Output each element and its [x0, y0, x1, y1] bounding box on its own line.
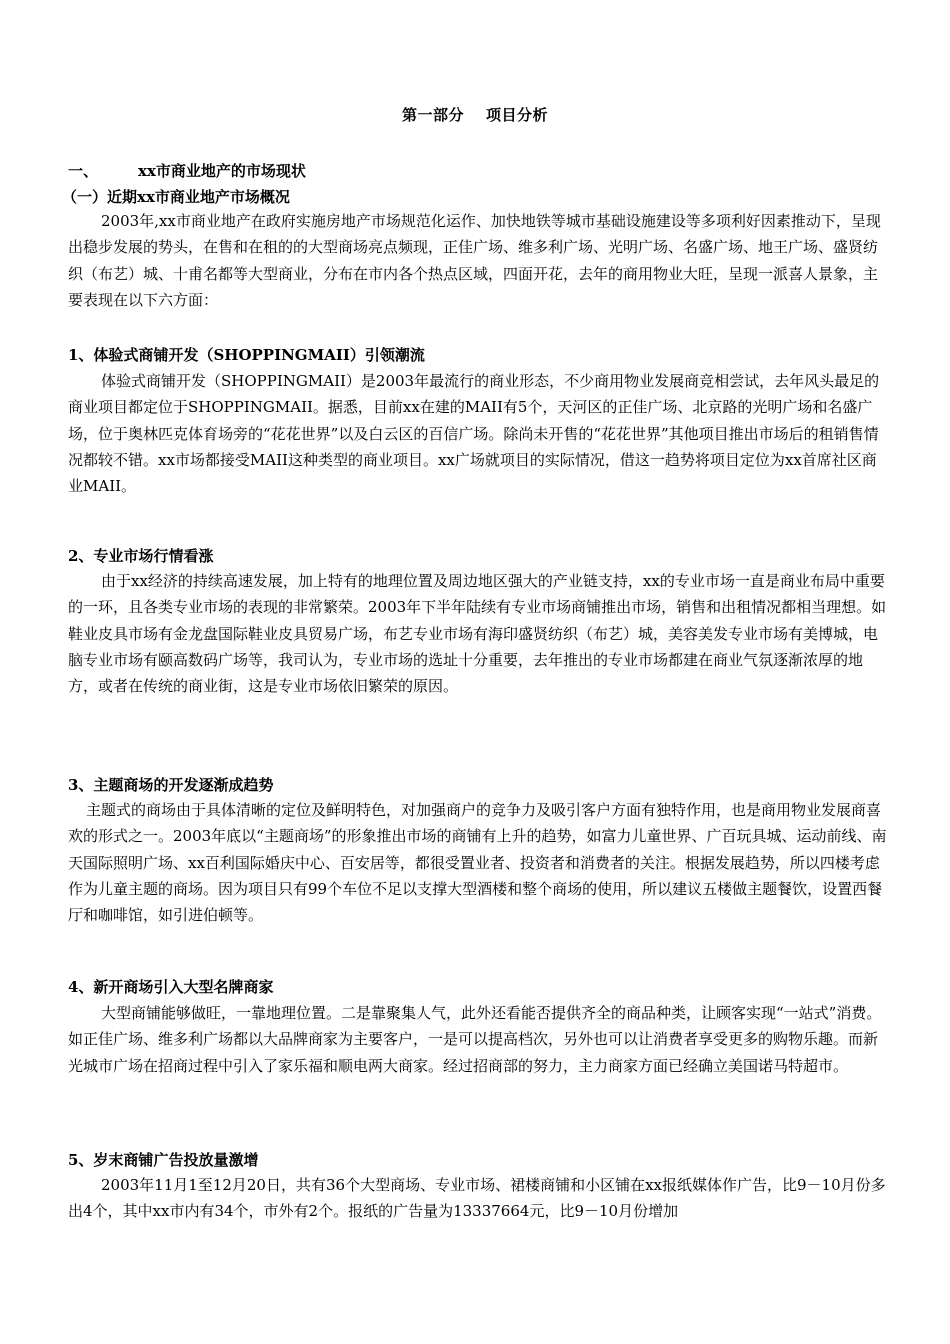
point-heading-5: 5、岁末商铺广告投放量激增: [68, 1151, 259, 1169]
point-heading-4: 4、新开商场引入大型名牌商家: [68, 978, 274, 996]
section-number: 一、: [68, 162, 99, 180]
point-paragraph-4: 大型商铺能够做旺，一靠地理位置。二是靠聚集人气，此外还看能否提供齐全的商品种类，让顾客实现“一站式”消费。如正佳广场、维多利广场都以大品牌商家为主要客户，一是可以提高档次，另外也可以让消费者享受更多的购物乐趣。而新光城市广场在招商过程中引入了家乐福和顺电两大商家。经过招商部的努力，主力商家方面已经确立美国诺马特超市。: [68, 1004, 882, 1075]
page-title: [0, 104, 950, 125]
subsection-heading: （一）近期xx市商业地产市场概况: [62, 188, 290, 206]
section-title: xx市商业地产的市场现状: [138, 162, 306, 180]
point-paragraph-2: 由于xx经济的持续高速发展，加上特有的地理位置及周边地区强大的产业链支持，xx的专业市场一直是商业布局中重要的一环，且各类专业市场的表现的非常繁荣。2003年下半年陆续有专业市场商铺推出市场，销售和出租情况都相当理想。如鞋业皮具市场有金龙盘国际鞋业皮具贸易广场，布艺专业市场有海印盛贤纺织（布艺）城，美容美发专业市场有美博城，电脑专业市场有颐高数码广场等，我司认为，专业市场的选址十分重要，去年推出的专业市场都建在商业气氛逐渐浓厚的地方，或者在传统的商业街，这是专业市场依旧繁荣的原因。: [68, 572, 887, 696]
intro-paragraph: 2003年,xx市商业地产在政府实施房地产市场规范化运作、加快地铁等城市基础设施建设等多项利好因素推动下，呈现出稳步发展的势头，在售和在租的的大型商场亮点频现，正佳广场、维多利广场、光明广场、名盛广场、地王广场、盛贤纺织（布艺）城、十甫名都等大型商业，分布在市内各个热点区域，四面开花，去年的商用物业大旺，呈现一派喜人景象，主要表现在以下六方面：: [68, 212, 881, 309]
point-paragraph-5: 2003年11月1至12月20日，共有36个大型商场、专业市场、裙楼商铺和小区铺在xx报纸媒体作广告，比9－10月份多出4个，其中xx市内有34个，市外有2个。报纸的广告量为13337664元，比9－10月份增加: [68, 1176, 886, 1221]
point-paragraph-3: 主题式的商场由于具体清晰的定位及鲜明特色，对加强商户的竞争力及吸引客户方面有独特作用，也是商用物业发展商喜欢的形式之一。2003年底以“主题商场”的形象推出市场的商铺有上升的趋势，如富力儿童世界、广百玩具城、运动前线、南天国际照明广场、xx百利国际婚庆中心、百安居等，都很受置业者、投资者和消费者的关注。根据发展趋势，所以四楼考虑作为儿童主题的商场。因为项目只有99个车位不足以支撑大型酒楼和整个商场的使用，所以建议五楼做主题餐饮，设置西餐厅和咖啡馆，如引进伯顿等。: [68, 801, 887, 925]
point-heading-2: 2、专业市场行情看涨: [68, 547, 214, 565]
point-paragraph-1: 体验式商铺开发（SHOPPINGMAII）是2003年最流行的商业形态，不少商用物业发展商竞相尝试，去年风头最足的商业项目都定位于SHOPPINGMAII。据悉，目前xx在建的MAII有5个，天河区的正佳广场、北京路的光明广场和名盛广场，位于奥林匹克体育场旁的“花花世界”以及白云区的百信广场。除尚未开售的“花花世界”其他项目推出市场后的租销售情况都较不错。xx市场都接受MAII这种类型的商业项目。xx广场就项目的实际情况，借这一趋势将项目定位为xx首席社区商业MAII。: [68, 372, 880, 496]
title-name: 项目分析: [486, 106, 549, 124]
point-heading-1: 1、体验式商铺开发（SHOPPINGMAII）引领潮流: [68, 346, 425, 364]
point-heading-3: 3、主题商场的开发逐渐成趋势: [68, 776, 274, 794]
title-part: 第一部分: [401, 106, 464, 124]
section-heading: [68, 160, 306, 181]
